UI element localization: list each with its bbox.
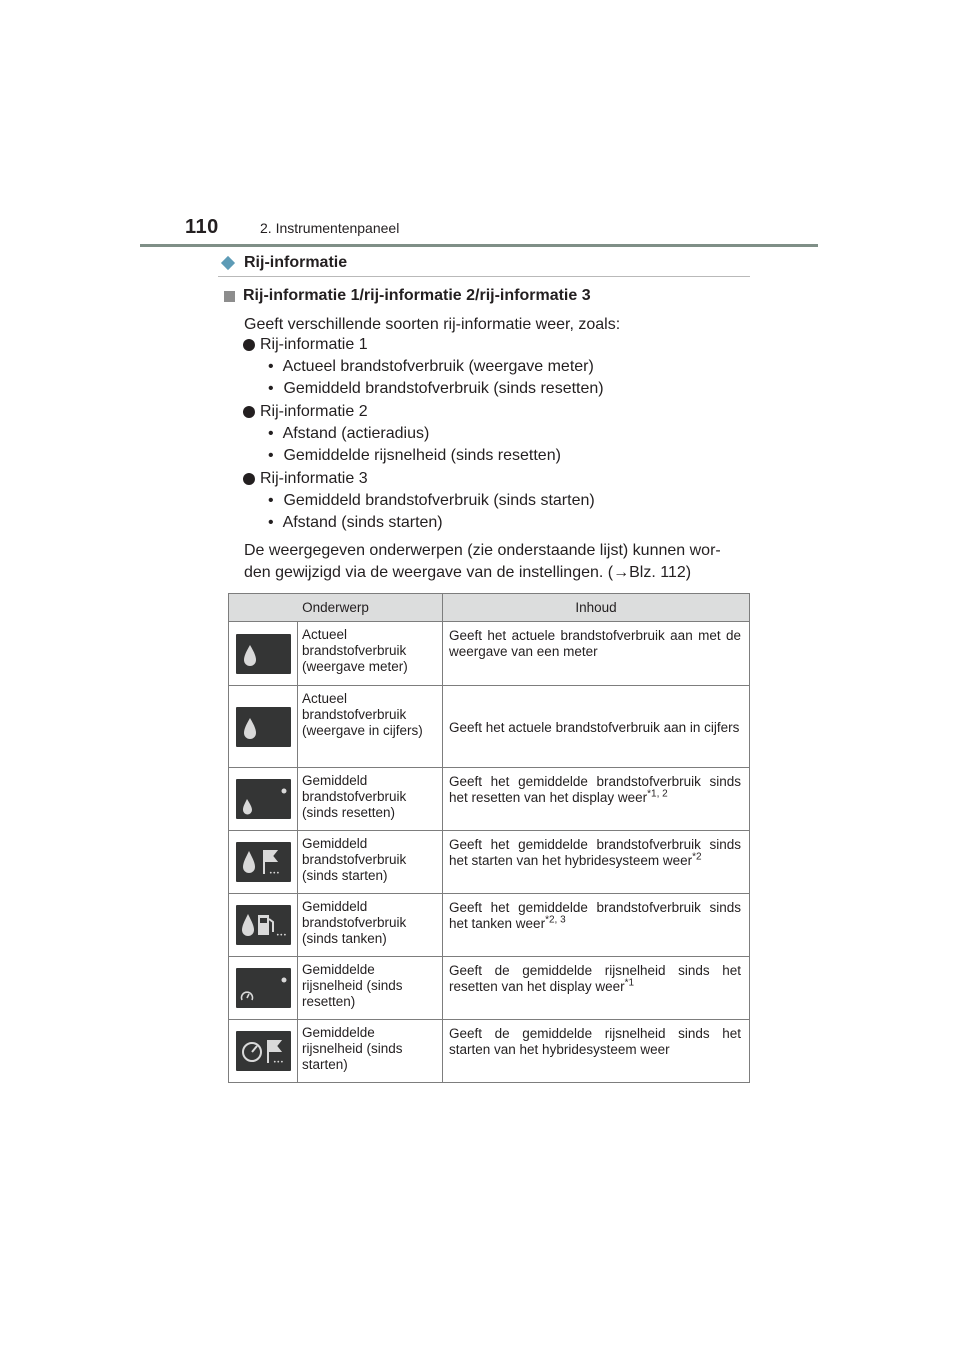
sub-item-text: Gemiddeld brandstofverbruik (sinds starten) xyxy=(283,492,595,509)
sub-item-text: Gemiddelde rijsnelheid (sinds resetten) xyxy=(283,447,561,464)
table-cell-desc: Geeft het gemiddelde brandstofverbruik sinds het resetten van het display weer$^{*1, 2}$ xyxy=(443,768,750,831)
group-label: Rij-informatie 1 xyxy=(260,336,368,353)
intro-text: Geeft verschillende soorten rij-informatie weer, zoals: xyxy=(244,316,621,333)
page-number: 110 xyxy=(185,216,219,238)
group-item xyxy=(243,336,368,354)
group-label: Rij-informatie 2 xyxy=(260,403,368,420)
section-rule xyxy=(218,276,750,277)
sub-item: • Afstand (sinds starten) xyxy=(268,514,443,531)
footnote-ref: *1 xyxy=(624,977,635,989)
group-item xyxy=(243,403,368,421)
table-row xyxy=(229,622,750,686)
svg-text:•••: ••• xyxy=(272,1059,284,1066)
outro-text-line-1: De weergegeven onderwerpen (zie onderstaande lijst) kunnen wor- xyxy=(244,542,721,559)
speedometer-reset-icon xyxy=(236,968,291,1008)
sub-item-text: Gemiddeld brandstofverbruik (sinds resetten) xyxy=(283,380,604,397)
chapter-title: 2. Instrumentenpaneel xyxy=(260,220,400,236)
sub-item: • Gemiddeld brandstofverbruik (sinds starten) xyxy=(268,492,595,509)
group-label: Rij-informatie 3 xyxy=(260,470,368,487)
table-row xyxy=(229,1020,750,1083)
table-cell-item: Gemiddelde rijsnelheid (sinds starten) xyxy=(298,1020,443,1083)
table-row xyxy=(229,894,750,957)
table-row xyxy=(229,768,750,831)
round-bullet-icon xyxy=(243,339,255,351)
sub-heading xyxy=(224,287,591,305)
fuel-drop-reset-icon xyxy=(236,779,291,819)
table-cell-item: Gemiddelde rijsnelheid (sinds resetten) xyxy=(298,957,443,1020)
footnote-ref: *1, 2 xyxy=(647,788,668,800)
table-cell-item: Gemiddeld brandstofverbruik (sinds resetten) xyxy=(298,768,443,831)
round-bullet-icon xyxy=(243,473,255,485)
diamond-bullet-icon xyxy=(221,256,235,270)
footnote-ref: *2, 3 xyxy=(545,914,566,926)
svg-text:•••: ••• xyxy=(275,932,287,939)
sub-heading-title: Rij-informatie 1/rij-informatie 2/rij-informatie 3 xyxy=(243,287,591,304)
table-cell-item: Gemiddeld brandstofverbruik (sinds tanken) xyxy=(298,894,443,957)
fuel-drop-flag-icon xyxy=(236,842,291,882)
svg-text:•••: ••• xyxy=(268,870,280,877)
sub-item-text: Afstand (actieradius) xyxy=(282,425,430,442)
square-bullet-icon xyxy=(224,291,235,302)
sub-item: • Gemiddeld brandstofverbruik (sinds resetten) xyxy=(268,380,604,397)
sub-item: • Afstand (actieradius) xyxy=(268,425,430,442)
sub-item: • Gemiddelde rijsnelheid (sinds resetten) xyxy=(268,447,561,464)
info-table xyxy=(228,593,750,1083)
table-cell-desc: Geeft het gemiddelde brandstofverbruik sinds het starten van het hybridesysteem weer$^{*2}$ xyxy=(443,831,750,894)
sub-item-text: Actueel brandstofverbruik (weergave meter) xyxy=(282,358,594,375)
group-item xyxy=(243,470,368,488)
fuel-drop-digits-icon xyxy=(236,707,291,747)
table-header-row xyxy=(229,594,750,622)
header-rule xyxy=(140,244,818,247)
table-cell-desc: Geeft de gemiddelde rijsnelheid sinds het resetten van het display weer$^{*1}$ xyxy=(443,957,750,1020)
table-cell-item: Actueel brandstofverbruik (weergave in cijfers) xyxy=(298,686,443,768)
sub-item-text: Afstand (sinds starten) xyxy=(282,514,443,531)
footnote-ref: *2 xyxy=(692,851,702,863)
fuel-drop-gauge-icon xyxy=(236,634,291,674)
sub-item: • Actueel brandstofverbruik (weergave meter) xyxy=(268,358,594,375)
table-cell-desc: Geeft het actuele brandstofverbruik aan in cijfers xyxy=(443,686,750,768)
table-row xyxy=(229,957,750,1020)
table-cell-desc: Geeft het gemiddelde brandstofverbruik sinds het tanken weer$^{*2, 3}$ xyxy=(443,894,750,957)
table-row xyxy=(229,686,750,768)
table-cell-desc: Geeft het actuele brandstofverbruik aan met de weergave van een meter xyxy=(443,622,750,686)
table-header-content: Inhoud xyxy=(443,594,750,622)
table-cell-item: Gemiddeld brandstofverbruik (sinds starten) xyxy=(298,831,443,894)
fuel-drop-pump-icon xyxy=(236,905,291,945)
table-header-subject: Onderwerp xyxy=(229,594,443,622)
speedometer-flag-icon xyxy=(236,1031,291,1071)
section-title: Rij-informatie xyxy=(244,254,348,271)
round-bullet-icon xyxy=(243,406,255,418)
outro-text-line-2: den gewijzigd via de weergave van de instellingen. (→Blz. 112) xyxy=(244,564,692,581)
table-cell-desc: Geeft de gemiddelde rijsnelheid sinds het starten van het hybridesysteem weer xyxy=(443,1020,750,1083)
table-row xyxy=(229,831,750,894)
table-cell-item: Actueel brandstofverbruik (weergave meter) xyxy=(298,622,443,686)
section-heading xyxy=(222,254,347,272)
